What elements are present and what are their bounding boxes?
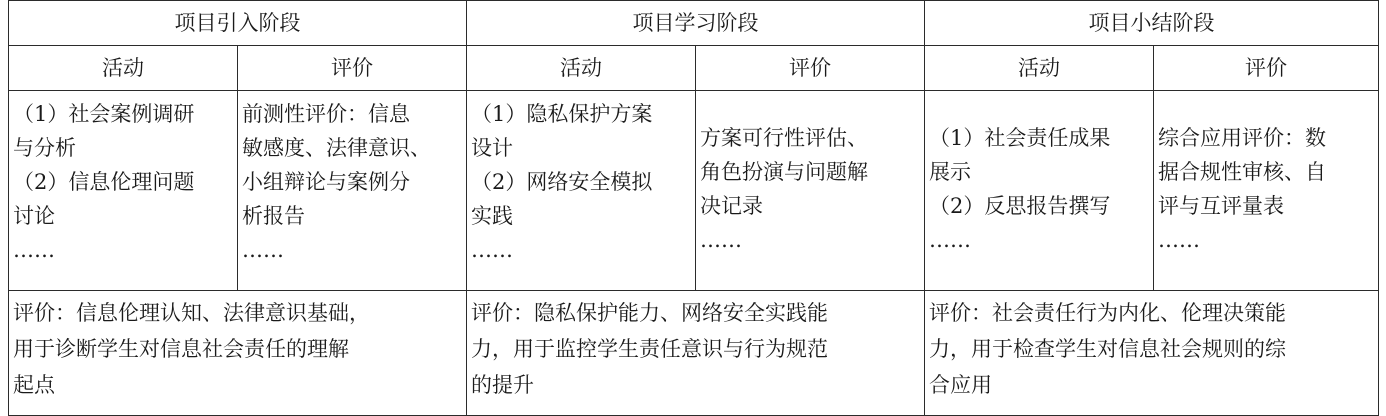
activity-header: 活动 <box>925 46 1154 91</box>
summary-row <box>9 291 1379 416</box>
activity-cell <box>925 91 1154 291</box>
cell-line: …… <box>700 228 742 252</box>
stage-title: 项目学习阶段 <box>467 1 925 46</box>
stage-title: 项目引入阶段 <box>9 1 467 46</box>
activity-header: 活动 <box>9 46 238 91</box>
cell-line: 小组辩论与案例分 <box>242 170 410 194</box>
evaluation-cell <box>1154 91 1379 291</box>
cell-line: （1）社会案例调研 <box>13 102 195 126</box>
summary-cell <box>467 291 925 416</box>
cell-line: 角色扮演与问题解 <box>700 160 868 184</box>
column-header-row <box>9 46 1379 91</box>
evaluation-header: 评价 <box>696 46 925 91</box>
summary-cell <box>925 291 1379 416</box>
cell-line: 据合规性审核、自 <box>1158 160 1326 184</box>
summary-line: 评价：社会责任行为内化、伦理决策能 <box>929 301 1286 325</box>
cell-line: …… <box>13 238 55 262</box>
summary-line: 力，用于监控学生责任意识与行为规范 <box>471 337 828 361</box>
cell-line: 评与互评量表 <box>1158 194 1284 218</box>
cell-line: （1）社会责任成果 <box>929 126 1111 150</box>
cell-line: 展示 <box>929 160 971 184</box>
summary-line: 评价：信息伦理认知、法律意识基础， <box>13 301 370 325</box>
summary-line: 用于诊断学生对信息社会责任的理解 <box>13 337 349 361</box>
cell-line: （2）信息伦理问题 <box>13 170 195 194</box>
cell-line: …… <box>1158 228 1200 252</box>
cell-line: 决记录 <box>700 194 763 218</box>
evaluation-cell <box>696 91 925 291</box>
cell-line: 讨论 <box>13 204 55 228</box>
summary-cell <box>9 291 467 416</box>
cell-line: 设计 <box>471 136 513 160</box>
cell-line: 敏感度、法律意识、 <box>242 136 431 160</box>
cell-line: 前测性评价：信息 <box>242 102 410 126</box>
summary-line: 合应用 <box>929 373 992 397</box>
evaluation-cell <box>238 91 467 291</box>
evaluation-header: 评价 <box>1154 46 1379 91</box>
cell-line: …… <box>471 238 513 262</box>
cell-line: 实践 <box>471 204 513 228</box>
cell-line: （2）网络安全模拟 <box>471 170 653 194</box>
summary-line: 评价：隐私保护能力、网络安全实践能 <box>471 301 828 325</box>
evaluation-header: 评价 <box>238 46 467 91</box>
cell-line: …… <box>242 238 284 262</box>
summary-line: 力，用于检查学生对信息社会规则的综 <box>929 337 1286 361</box>
activity-cell <box>9 91 238 291</box>
content-row <box>9 91 1379 291</box>
summary-line: 起点 <box>13 373 55 397</box>
stage-title: 项目小结阶段 <box>925 1 1379 46</box>
activity-cell <box>467 91 696 291</box>
cell-line: （2）反思报告撰写 <box>929 194 1111 218</box>
summary-line: 的提升 <box>471 373 534 397</box>
cell-line: 综合应用评价：数 <box>1158 126 1326 150</box>
cell-line: 析报告 <box>242 204 305 228</box>
cell-line: （1）隐私保护方案 <box>471 102 653 126</box>
evaluation-table <box>8 0 1379 416</box>
cell-line: …… <box>929 228 971 252</box>
activity-header: 活动 <box>467 46 696 91</box>
cell-line: 与分析 <box>13 136 76 160</box>
cell-line: 方案可行性评估、 <box>700 126 868 150</box>
stage-header-row <box>9 1 1379 46</box>
